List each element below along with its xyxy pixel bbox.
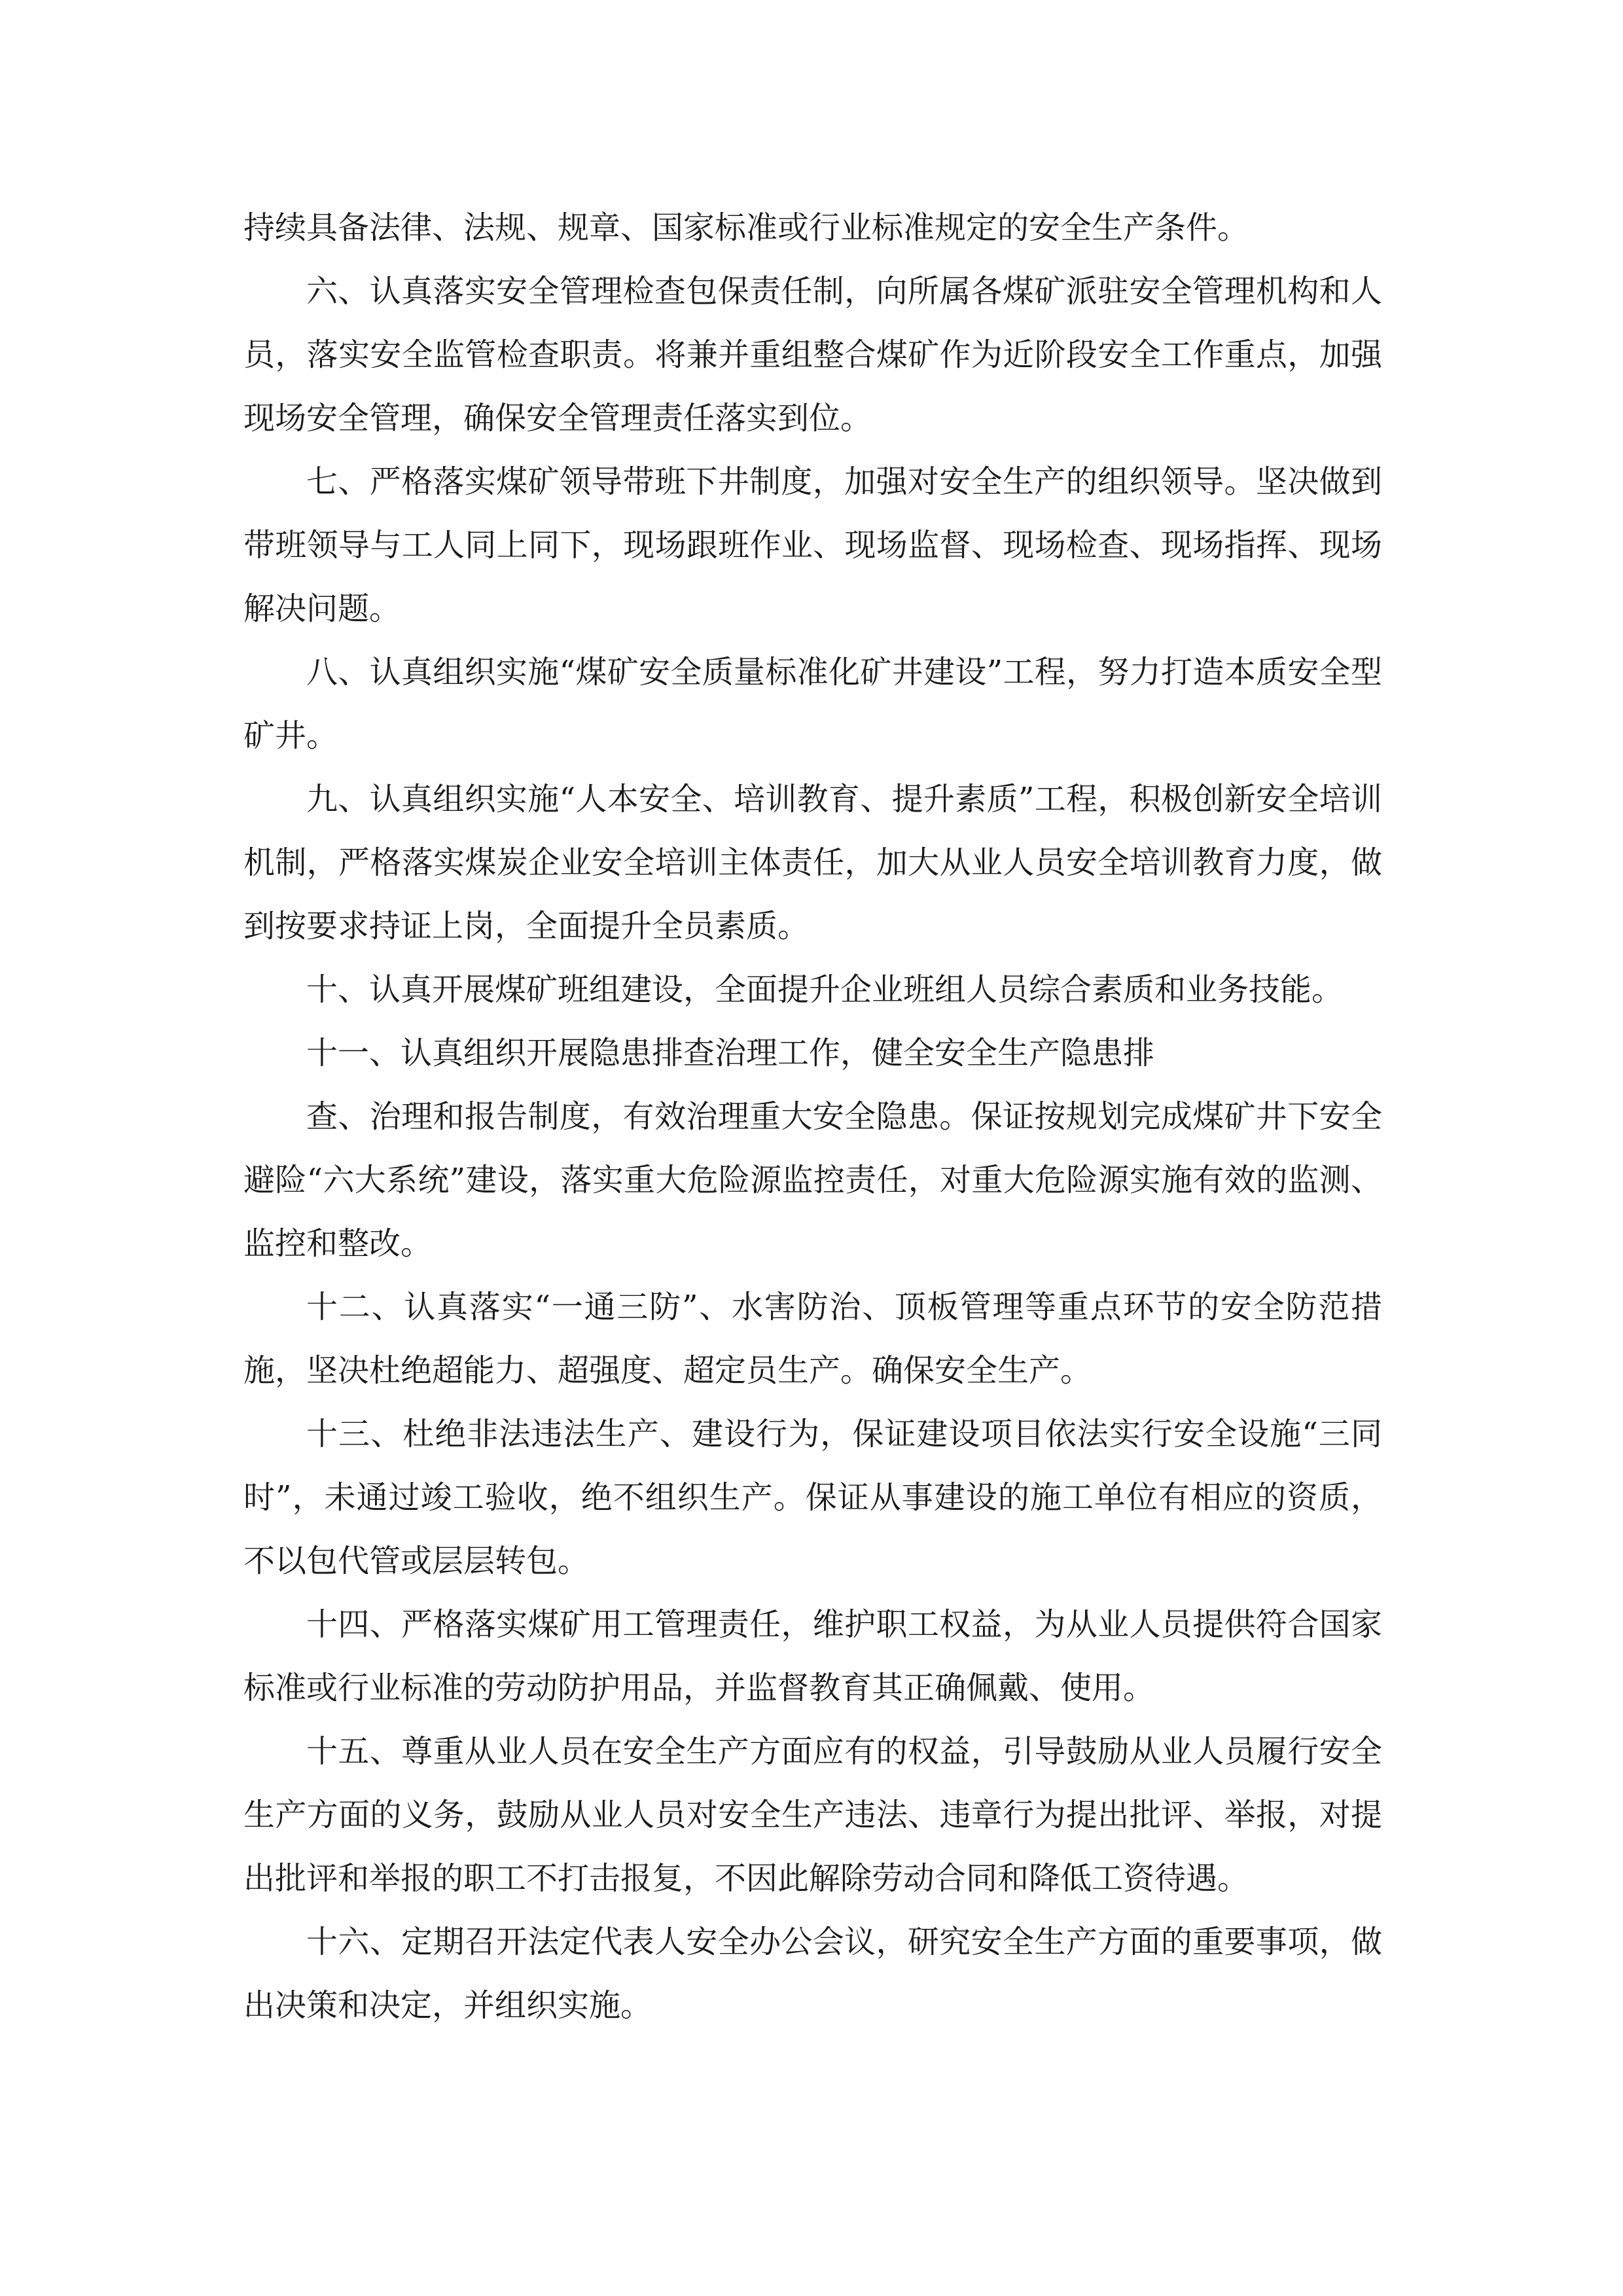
paragraph-item-6: 六、认真落实安全管理检查包保责任制，向所属各煤矿派驻安全管理机构和人员，落实安全监管检查职责。将兼并重组整合煤矿作为近阶段安全工作重点，加强现场安全管理，确保安全管理责任落实到位。 (243, 273, 1382, 437)
paragraph-item-7: 七、严格落实煤矿领导带班下井制度，加强对安全生产的组织领导。坚决做到带班领导与工人同上同下，现场跟班作业、现场监督、现场检查、现场指挥、现场解决问题。 (243, 463, 1382, 627)
paragraph-item-14: 十四、严格落实煤矿用工管理责任，维护职工权益，为从业人员提供符合国家标准或行业标准的劳动防护用品，并监督教育其正确佩戴、使用。 (243, 1606, 1382, 1706)
paragraph-item-11-continued: 查、治理和报告制度，有效治理重大安全隐患。保证按规划完成煤矿井下安全避险“六大系统”建设，落实重大危险源监控责任，对重大危险源实施有效的监测、监控和整改。 (243, 1098, 1382, 1262)
paragraph-item-13: 十三、杜绝非法违法生产、建设行为，保证建设项目依法实行安全设施“三同时”，未通过竣工验收，绝不组织生产。保证从事建设的施工单位有相应的资质，不以包代管或层层转包。 (243, 1416, 1382, 1579)
paragraph-item-10: 十、认真开展煤矿班组建设，全面提升企业班组人员综合素质和业务技能。 (306, 971, 1344, 1008)
paragraph-item-9: 九、认真组织实施“人本安全、培训教育、提升素质”工程，积极创新安全培训机制，严格落实煤炭企业安全培训主体责任，加大从业人员安全培训教育力度，做到按要求持证上岗，全面提升全员素质。 (243, 781, 1382, 944)
document-body (243, 196, 1382, 2037)
paragraph-item-15: 十五、尊重从业人员在安全生产方面应有的权益，引导鼓励从业人员履行安全生产方面的义务，鼓励从业人员对安全生产违法、违章行为提出批评、举报，对提出批评和举报的职工不打击报复，不因此解除劳动合同和降低工资待遇。 (243, 1733, 1382, 1897)
paragraph-item-16: 十六、定期召开法定代表人安全办公会议，研究安全生产方面的重要事项，做出决策和决定，并组织实施。 (243, 1924, 1382, 2024)
paragraph-item-12: 十二、认真落实“一通三防”、水害防治、顶板管理等重点环节的安全防范措施，坚决杜绝超能力、超强度、超定员生产。确保安全生产。 (243, 1289, 1382, 1389)
paragraph-item-11: 十一、认真组织开展隐患排查治理工作，健全安全生产隐患排 (306, 1035, 1155, 1071)
paragraph-item-8: 八、认真组织实施“煤矿安全质量标准化矿井建设”工程，努力打造本质安全型矿井。 (243, 654, 1382, 754)
paragraph-continuation: 持续具备法律、法规、规章、国家标准或行业标准规定的安全生产条件。 (243, 209, 1249, 246)
